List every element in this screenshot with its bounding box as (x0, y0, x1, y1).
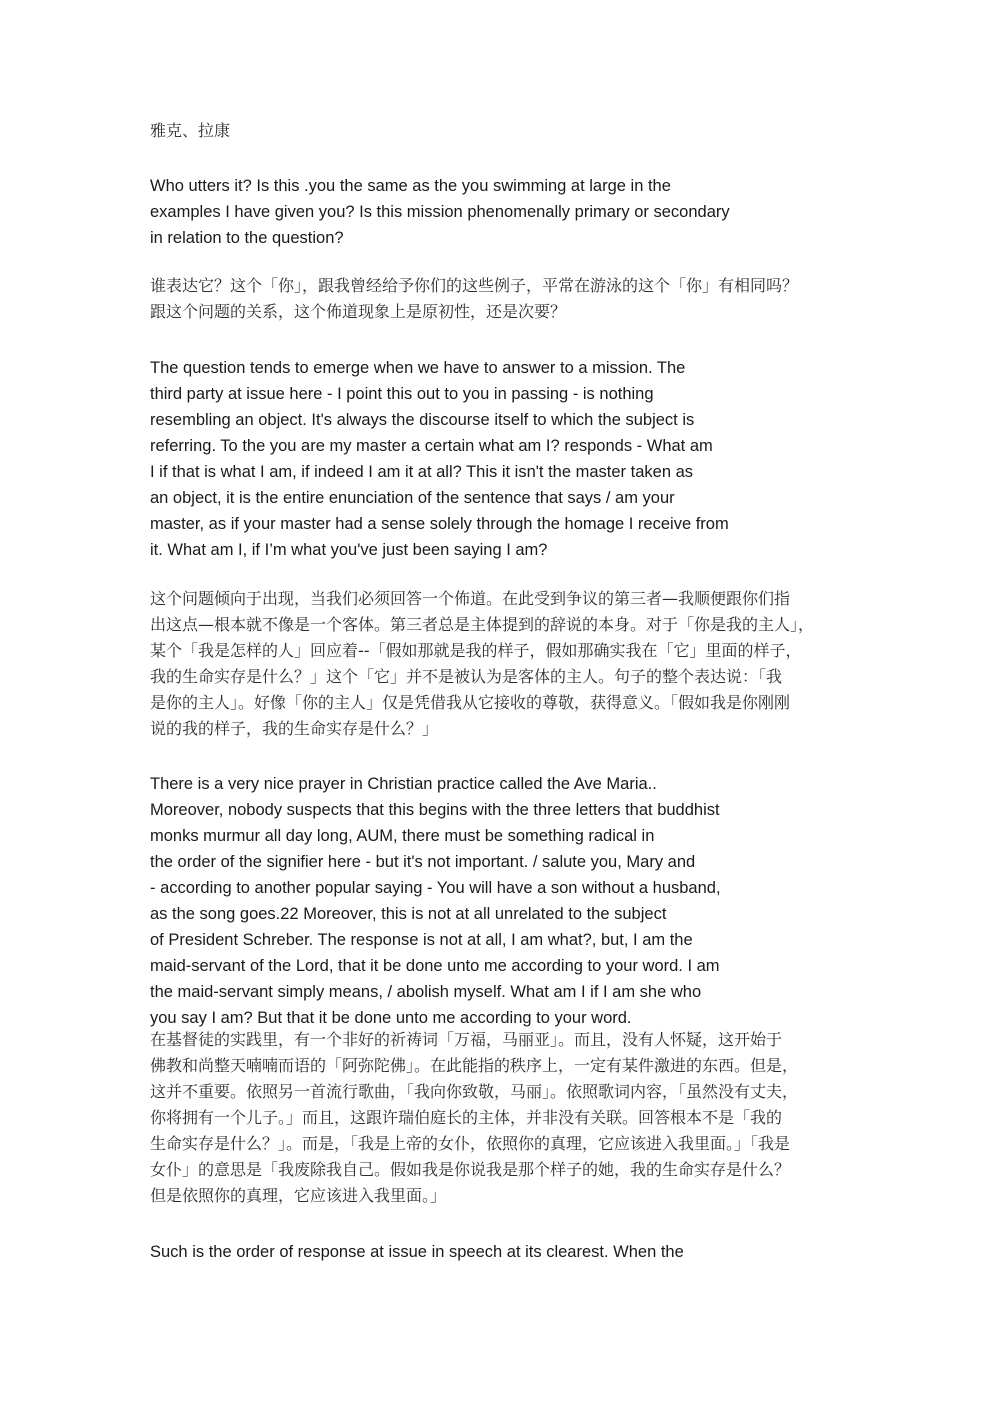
paragraph-3-english (150, 771, 790, 1031)
text-line: resembling an object. It's always the discourse itself to which the subject is (150, 411, 695, 429)
text-line: 某个「我是怎样的人」回应着--「假如那就是我的样子，假如那确实我在「它」里面的样子， (150, 641, 802, 660)
paragraph-4-english (150, 1239, 790, 1265)
text-line: an object, it is the entire enunciation of the sentence that says / am your (150, 489, 675, 507)
text-line: 你将拥有一个儿子。」而且，这跟许瑞伯庭长的主体，并非没有关联。回答根本不是「我的 (150, 1108, 783, 1127)
text-line: 我的生命实存是什么？」这个「它」并不是被认为是客体的主人。句子的整个表达说：「我 (150, 667, 783, 686)
text-line: Moreover, nobody suspects that this begins with the three letters that buddhist (150, 801, 720, 819)
text-line: The question tends to emerge when we have to answer to a mission. The (150, 359, 686, 377)
text-line: 女仆」的意思是「我废除我自己。假如我是你说我是那个样子的她，我的生命实存是什么？ (150, 1160, 791, 1179)
text-line: There is a very nice prayer in Christian practice called the Ave Maria.. (150, 775, 657, 793)
text-line: the order of the signifier here - but it's not important. / salute you, Mary and (150, 853, 696, 871)
text-line: 这个问题倾向于出现，当我们必须回答一个佈道。在此受到争议的第三者—我顺便跟你们指 (150, 589, 791, 608)
text-line: I if that is what I am, if indeed I am it at all? This it isn't the master taken as (150, 463, 694, 481)
text-line: 生命实存是什么？」。而是，「我是上帝的女仆，依照你的真理，它应该进入我里面。」「我是 (150, 1134, 791, 1153)
text-line: 是你的主人」。好像「你的主人」仅是凭借我从它接收的尊敬，获得意义。「假如我是你刚刚 (150, 693, 791, 712)
text-line: - according to another popular saying - You will have a son without a husband, (150, 879, 721, 897)
text-line: it. What am I, if I’m what you've just been saying I am? (150, 541, 548, 559)
paragraph-2-english (150, 355, 790, 563)
text-line: 跟这个问题的关系，这个佈道现象上是原初性，还是次要？ (150, 302, 567, 321)
text-line: 说的我的样子，我的生命实存是什么？」 (150, 719, 439, 738)
text-line: examples I have given you? Is this mission phenomenally primary or secondary (150, 203, 730, 221)
paragraph-1-english (150, 173, 790, 251)
text-line: in relation to the question? (150, 229, 344, 247)
text-line: Who utters it? Is this .you the same as the you swimming at large in the (150, 177, 671, 195)
text-line: you say I am? But that it be done unto me according to your word. (150, 1009, 632, 1027)
paragraph-3-chinese (150, 1027, 850, 1209)
text-line: monks murmur all day long, AUM, there must be something radical in (150, 827, 655, 845)
text-line: 这并不重要。依照另一首流行歌曲，「我向你致敬，马丽」。依照歌词内容，「虽然没有丈夫， (150, 1082, 799, 1101)
paragraph-2-chinese (150, 586, 850, 742)
document-title: 雅克、拉康 (150, 121, 231, 140)
text-line: 佛教和尚整天喃喃而语的「阿弥陀佛」。在此能指的秩序上，一定有某件激进的东西。但是， (150, 1056, 799, 1075)
paragraph-1-chinese (150, 273, 850, 325)
text-line: 但是依照你的真理，它应该进入我里面。」 (150, 1186, 447, 1205)
text-line: referring. To the you are my master a certain what am I? responds - What am (150, 437, 713, 455)
text-line: as the song goes.22 Moreover, this is not at all unrelated to the subject (150, 905, 667, 923)
text-line: Such is the order of response at issue in speech at its clearest. When the (150, 1243, 684, 1261)
text-line: third party at issue here - I point this out to you in passing - is nothing (150, 385, 654, 403)
text-line: of President Schreber. The response is not at all, I am what?, but, I am the (150, 931, 693, 949)
text-line: master, as if your master had a sense solely through the homage I receive from (150, 515, 729, 533)
text-line: 谁表达它？这个「你」，跟我曾经给予你们的这些例子，平常在游泳的这个「你」有相同吗？ (150, 276, 799, 295)
text-line: the maid-servant simply means, / abolish myself. What am I if I am she who (150, 983, 702, 1001)
text-line: 出这点—根本就不像是一个客体。第三者总是主体提到的辞说的本身。对于「你是我的主人」， (150, 615, 815, 634)
text-line: maid-servant of the Lord, that it be done unto me according to your word. I am (150, 957, 720, 975)
text-line: 在基督徒的实践里，有一个非好的祈祷词「万福，马丽亚」。而且，没有人怀疑，这开始于 (150, 1030, 783, 1049)
